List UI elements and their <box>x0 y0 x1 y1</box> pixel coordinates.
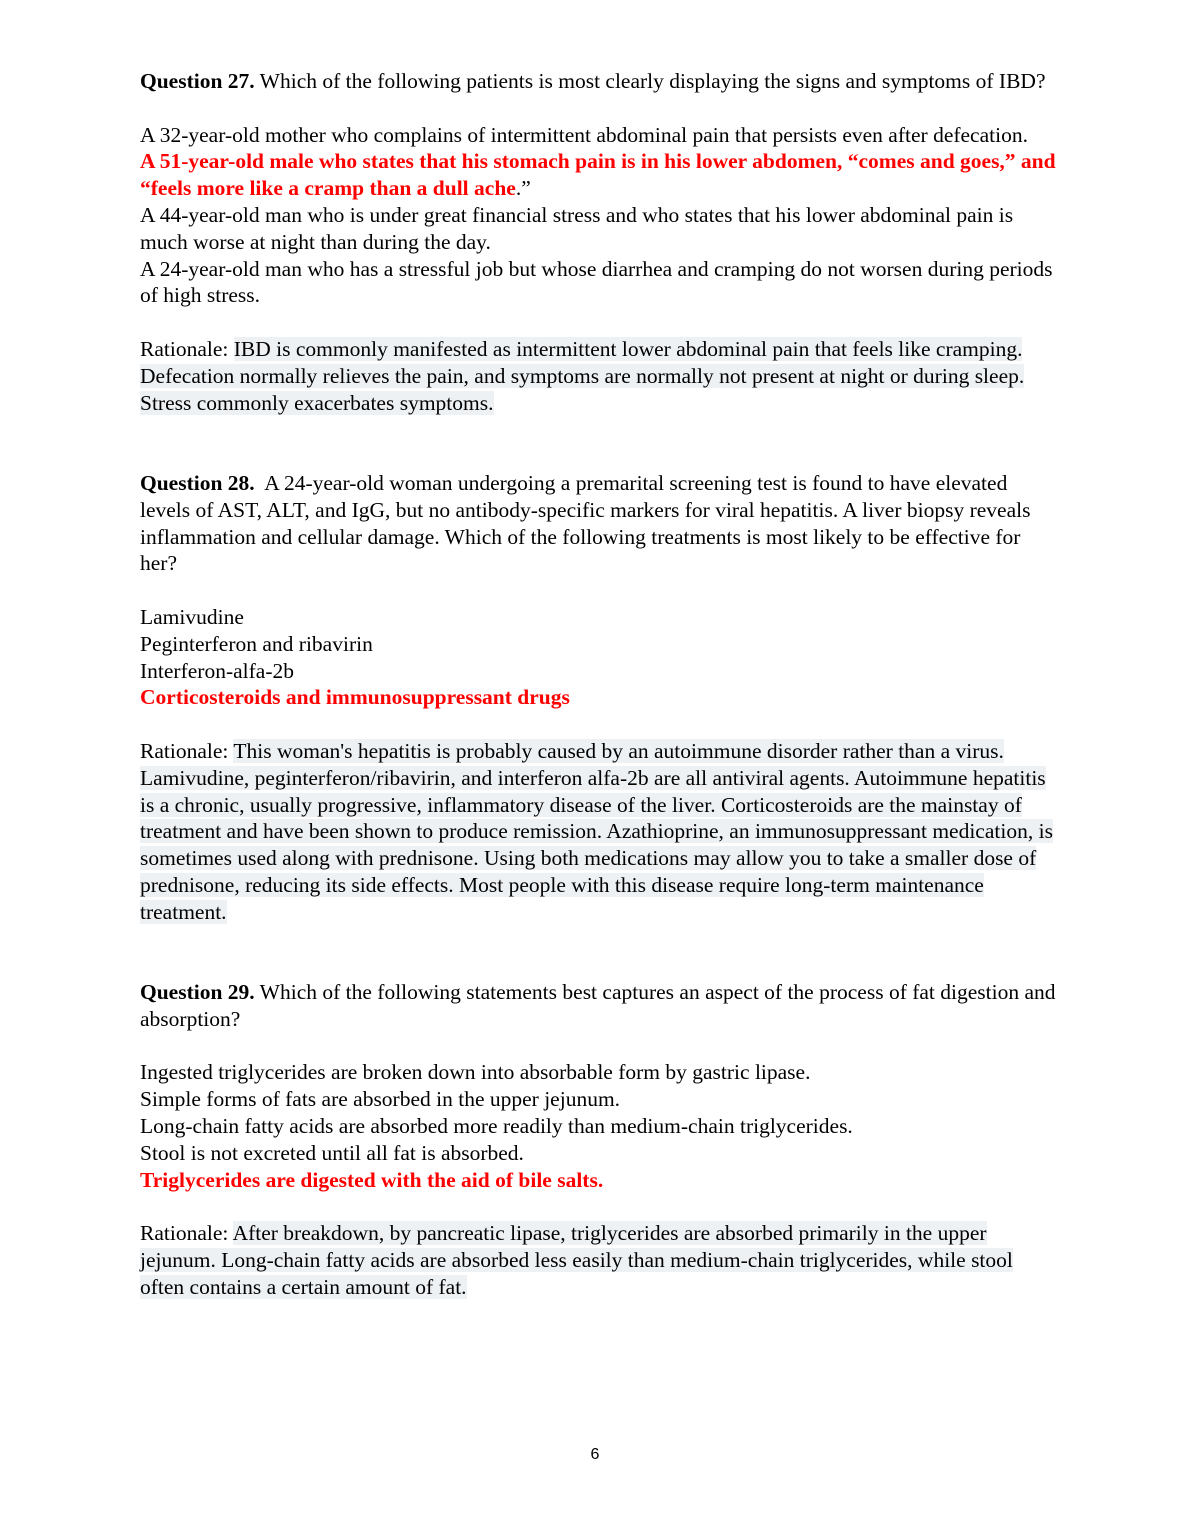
q27-option-c: A 44-year-old man who is under great financial stress and who states that his lower abdominal pain is much worse at night than during the day. <box>140 202 1014 254</box>
q27-option-a: A 32-year-old mother who complains of intermittent abdominal pain that persists even after defecation. <box>140 122 1028 147</box>
question-27-label: Question 27. <box>140 69 255 93</box>
question-27-text: Which of the following patients is most clearly displaying the signs and symptoms of IBD? <box>254 69 1046 93</box>
question-29-label: Question 29. <box>140 980 255 1005</box>
document-page <box>140 68 1060 1301</box>
question-28-text: A 24-year-old woman undergoing a premarital screening test is found to have elevated levels of AST, ALT, and IgG, but no antibody-specific markers for viral hepatitis. A liver biopsy reveals inflammation and cellular damage. Which of the following treatments is most likely to be effective for her? <box>140 470 1036 576</box>
q29-option-c: Long-chain fatty acids are absorbed more readily than medium-chain triglycerides. <box>140 1114 853 1139</box>
q29-option-a: Ingested triglycerides are broken down into absorbable form by gastric lipase. <box>140 1060 811 1085</box>
q28-rationale-label: Rationale: <box>140 738 234 763</box>
q27-rationale <box>140 336 1060 416</box>
q29-rationale-label: Rationale: <box>140 1221 233 1246</box>
q27-rationale-label: Rationale: <box>140 336 234 361</box>
question-28-label: Question 28. <box>140 470 255 495</box>
q27-option-b-correct <box>140 148 1060 202</box>
q28-rationale-text: This woman's hepatitis is probably caused by an autoimmune disorder rather than a virus. Lamivudine, peginterferon/ribavirin, and interferon alfa-2b are all antiviral agents. Autoimmune hepatitis is a chronic, usually progressive, inflammatory disease of the liver. Corticosteroids are the mainstay of treatment and have been shown to produce remission. Azathioprine, an immunosuppressant medication, is sometimes used along with prednisone. Using both medications may allow you to take a smaller dose of prednisone, reducing its side effects. Most people with this disease require long-term maintenance treatment. <box>140 738 1053 924</box>
q28-rationale <box>140 738 1060 926</box>
q28-option-a: Lamivudine <box>140 604 244 629</box>
q27-correct-answer: A 51-year-old male who states that his stomach pain is in his lower abdomen, “comes and goes,” and “feels more like a cramp than a dull ache <box>140 149 1056 201</box>
q27-answer-tail: .” <box>515 176 531 201</box>
page-number: 6 <box>590 1446 600 1463</box>
q27-option-d: A 24-year-old man who has a stressful job but whose diarrhea and cramping do not worsen during periods of high stress. <box>140 256 1053 308</box>
q29-rationale-text: After breakdown, by pancreatic lipase, triglycerides are absorbed primarily in the upper jejunum. Long-chain fatty acids are absorbed less easily than medium-chain triglycerides, while stool often contains a certain amount of fat. <box>140 1221 1013 1299</box>
q27-rationale-text: IBD is commonly manifested as intermittent lower abdominal pain that feels like cramping. Defecation normally relieves the pain, and symptoms are normally not present at night or during sleep. Stress commonly exacerbates symptoms. <box>140 336 1025 415</box>
question-28-stem <box>140 470 1060 577</box>
q28-correct-answer: Corticosteroids and immunosuppressant drugs <box>140 685 570 710</box>
q29-option-d: Stool is not excreted until all fat is absorbed. <box>140 1140 524 1165</box>
q29-correct-answer: Triglycerides are digested with the aid of bile salts. <box>140 1167 604 1192</box>
q29-rationale <box>140 1220 1060 1300</box>
question-29-stem <box>140 979 1060 1033</box>
q28-option-c: Interferon-alfa-2b <box>140 658 294 683</box>
q29-option-b: Simple forms of fats are absorbed in the upper jejunum. <box>140 1087 621 1112</box>
question-29-text: Which of the following statements best captures an aspect of the process of fat digestion and absorption? <box>140 980 1056 1031</box>
question-27-stem <box>140 68 1060 95</box>
q28-option-b: Peginterferon and ribavirin <box>140 631 373 656</box>
